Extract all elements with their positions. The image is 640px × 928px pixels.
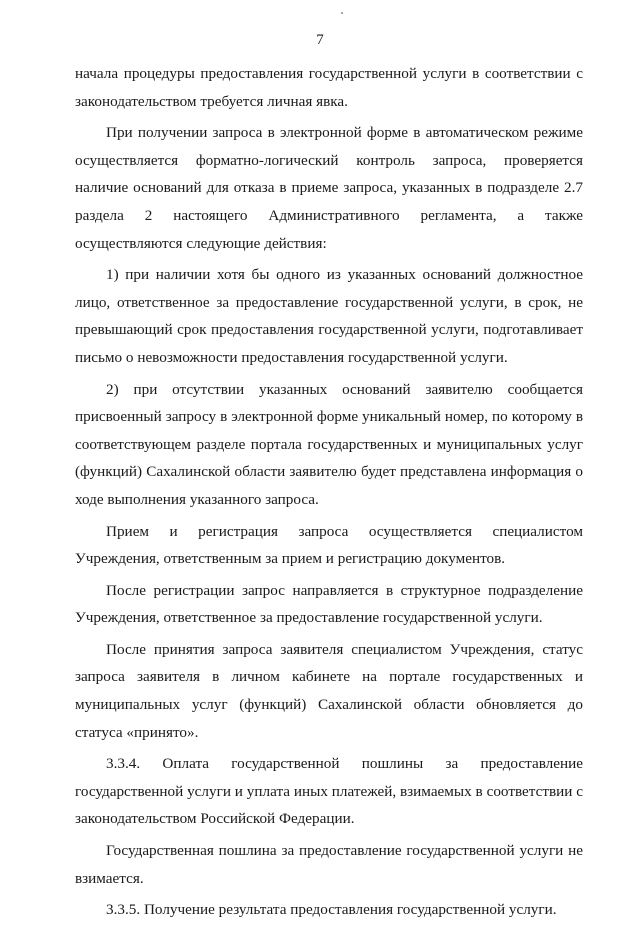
- paragraph-continuation: начала процедуры предоставления государственной услуги в соответствии с законодательством требуется личная явка.: [75, 65, 583, 110]
- section-heading-3-3-4: 3.3.4. Оплата государственной пошлины за предоставление государственной услуги и уплата иных платежей, взимаемых в соответствии с законодательством Российской Федерации.: [75, 755, 583, 828]
- paragraph-electronic-request: При получении запроса в электронной форме в автоматическом режиме осуществляется форматно-логический контроль запроса, проверяется наличие оснований для отказа в приеме запроса, указанных в подразделе 2.7 раздела 2 настоящего Административного регламента, а также осуществляются следующие действия:: [75, 124, 583, 252]
- paragraph-reception: Прием и регистрация запроса осуществляется специалистом Учреждения, ответственным за прием и регистрацию документов.: [75, 522, 583, 568]
- paragraph-item-2: 2) при отсутствии указанных оснований заявителю сообщается присвоенный запросу в электронной форме уникальный номер, по которому в соответствующем разделе портала государственных и муниципальных услуг (функций) Сахалинской области заявителю будет представлена информация о ходе выполнения указанного запроса.: [75, 380, 583, 508]
- paragraph-item-1: 1) при наличии хотя бы одного из указанных оснований должностное лицо, ответственное за предоставление государственной услуги, в срок, не превышающий срок предоставления государственной услуги, подготавливает письмо о невозможности предоставления государственной услуги.: [75, 266, 583, 366]
- scan-speck: [341, 12, 343, 14]
- paragraph-after-registration: После регистрации запрос направляется в структурное подразделение Учреждения, ответственное за предоставление государственной услуги.: [75, 581, 583, 627]
- document-body: [75, 60, 583, 928]
- paragraph-status: После принятия запроса заявителя специалистом Учреждения, статус запроса заявителя в личном кабинете на портале государственных и муниципальных услуг (функций) Сахалинской области обновляется до статуса «принято».: [75, 640, 583, 741]
- section-heading-3-3-5: 3.3.5. Получение результата предоставления государственной услуги.: [106, 901, 557, 919]
- paragraph-duty: Государственная пошлина за предоставление государственной услуги не взимается.: [75, 842, 583, 887]
- page-number: 7: [316, 32, 324, 48]
